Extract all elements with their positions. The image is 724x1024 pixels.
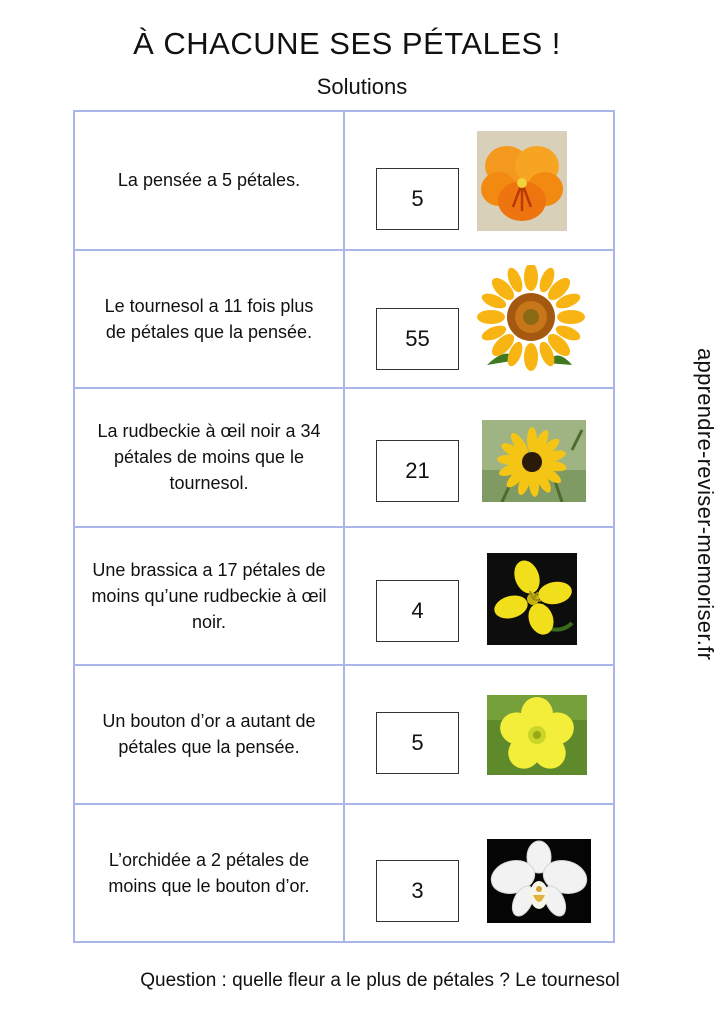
statement-text: La pensée a 5 pétales.	[117, 170, 301, 191]
table-row	[75, 528, 613, 667]
statement-cell	[75, 389, 345, 526]
pansy-image	[477, 131, 567, 231]
statement-cell	[75, 528, 345, 665]
answer-box	[376, 440, 459, 502]
statement-cell	[75, 805, 345, 942]
answer-cell	[345, 805, 613, 942]
statement-text: La rudbeckie à œil noir a 34 pétales de moins que le tournesol.	[97, 421, 321, 494]
page-title: À CHACUNE SES PÉTALES !	[133, 26, 561, 61]
answer-cell	[345, 112, 613, 249]
answer-cell	[345, 528, 613, 665]
statement-text: L’orchidée a 2 pétales de moins que le bouton d’or.	[108, 849, 310, 896]
buttercup-image	[487, 695, 587, 775]
answer-box	[376, 308, 459, 370]
answer-box	[376, 168, 459, 230]
page-subtitle: Solutions	[316, 74, 408, 99]
statement-text: Un bouton d’or a autant de pétales que la pensée.	[102, 711, 316, 758]
table-row	[75, 389, 613, 528]
answer-value: 55	[405, 325, 430, 351]
statement-cell	[75, 251, 345, 388]
question-footer: Question : quelle fleur a le plus de pétales ? Le tournesol	[140, 970, 620, 991]
answer-cell	[345, 251, 613, 388]
table-row	[75, 112, 613, 251]
brassica-image	[487, 553, 577, 645]
statement-cell	[75, 666, 345, 803]
orchid-image	[487, 839, 591, 923]
website-watermark: apprendre-reviser-memoriser.fr	[693, 348, 718, 661]
statement-cell	[75, 112, 345, 249]
answer-value: 3	[411, 877, 424, 903]
answer-cell	[345, 389, 613, 526]
answer-value: 5	[411, 186, 424, 211]
rudbeckia-image	[482, 420, 586, 502]
table-row	[75, 666, 613, 805]
solutions-table	[73, 110, 615, 943]
answer-value: 21	[405, 458, 430, 483]
statement-text: Une brassica a 17 pétales de moins qu’une rudbeckie à œil noir.	[91, 559, 327, 632]
answer-box	[376, 860, 459, 922]
answer-value: 5	[411, 730, 424, 755]
statement-text: Le tournesol a 11 fois plus de pétales que la pensée.	[104, 295, 314, 342]
sunflower-image	[477, 265, 585, 371]
table-row	[75, 251, 613, 390]
answer-value: 4	[411, 597, 424, 623]
answer-box	[376, 580, 459, 642]
answer-cell	[345, 666, 613, 803]
answer-box	[376, 712, 459, 774]
table-row	[75, 805, 613, 942]
